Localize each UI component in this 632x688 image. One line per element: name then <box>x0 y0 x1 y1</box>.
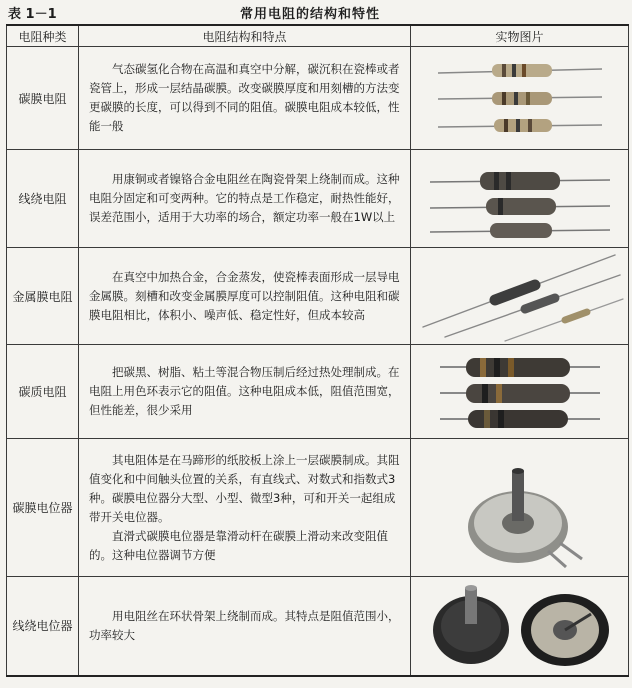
row-description: 把碳黑、树脂、粘土等混合物压制后经过热处理制成。在电阻上用色环表示它的阻值。这种电阻成本低，阻值范围宽，但性能差，很少采用 <box>79 345 411 439</box>
table-row <box>7 150 629 248</box>
carbon-composition-resistor-photo <box>411 345 629 439</box>
table-caption <box>0 0 632 24</box>
table-title: 常用电阻的结构和特性 <box>240 7 381 22</box>
resistor-illustration <box>423 255 623 341</box>
table-row <box>7 248 629 345</box>
potentiometer-illustration <box>433 585 609 666</box>
table-row <box>7 439 629 577</box>
row-description: 在真空中加热合金，合金蒸发，使瓷棒表面形成一层导电金属膜。刻槽和改变金属膜厚度可以控制阻值。这种电阻和碳膜电阻相比，体积小、噪声低、稳定性好，但成本较高 <box>79 248 411 345</box>
row-name: 金属膜电阻 <box>7 248 79 345</box>
resistor-table <box>6 24 629 677</box>
table-row <box>7 47 629 150</box>
header-photo: 实物图片 <box>411 25 629 47</box>
row-name: 碳膜电阻 <box>7 47 79 150</box>
header-type: 电阻种类 <box>7 25 79 47</box>
description-paragraph: 直滑式碳膜电位器是靠滑动杆在碳膜上滑动来改变阻值的。这种电位器调节方便 <box>89 528 388 562</box>
potentiometer-illustration <box>468 468 582 567</box>
carbon-film-resistor-photo <box>411 47 629 150</box>
row-name: 线绕电位器 <box>7 577 79 676</box>
header-structure: 电阻结构和特点 <box>79 25 411 47</box>
description-paragraph: 其电阻体是在马蹄形的纸胶板上涂上一层碳膜制成。其阻值变化和中间触头位置的关系，有直线式、对数式和指数式3种。碳膜电位器分大型、小型、微型3种，可和开关一起组成带开关电位器。 <box>89 452 400 524</box>
table-row <box>7 345 629 439</box>
resistor-illustration <box>438 64 602 132</box>
table-number: 表 1－1 <box>8 7 57 22</box>
resistor-illustration <box>440 358 600 428</box>
wire-wound-potentiometer-photo <box>411 577 629 676</box>
row-name: 碳膜电位器 <box>7 439 79 577</box>
row-description <box>79 439 411 577</box>
resistor-illustration <box>430 172 610 238</box>
table-header-row <box>7 25 629 47</box>
row-name: 碳质电阻 <box>7 345 79 439</box>
metal-film-resistor-photo <box>411 248 629 345</box>
row-name: 线绕电阻 <box>7 150 79 248</box>
row-description: 气态碳氢化合物在高温和真空中分解，碳沉积在瓷棒或者瓷管上，形成一层结晶碳膜。改变碳膜厚度和用刻槽的方法变更碳膜的长度，可以得到不同的阻值。碳膜电阻成本较低，性能一般 <box>79 47 411 150</box>
wire-wound-resistor-photo <box>411 150 629 248</box>
row-description: 用康铜或者镍铬合金电阻丝在陶瓷骨架上绕制而成。这种电阻分固定和可变两种。它的特点是工作稳定，耐热性能好，误差范围小，适用于大功率的场合，额定功率一般在1W以上 <box>79 150 411 248</box>
row-description: 用电阻丝在环状骨架上绕制而成。其特点是阻值范围小，功率较大 <box>79 577 411 676</box>
table-row <box>7 577 629 676</box>
carbon-potentiometer-photo <box>411 439 629 577</box>
